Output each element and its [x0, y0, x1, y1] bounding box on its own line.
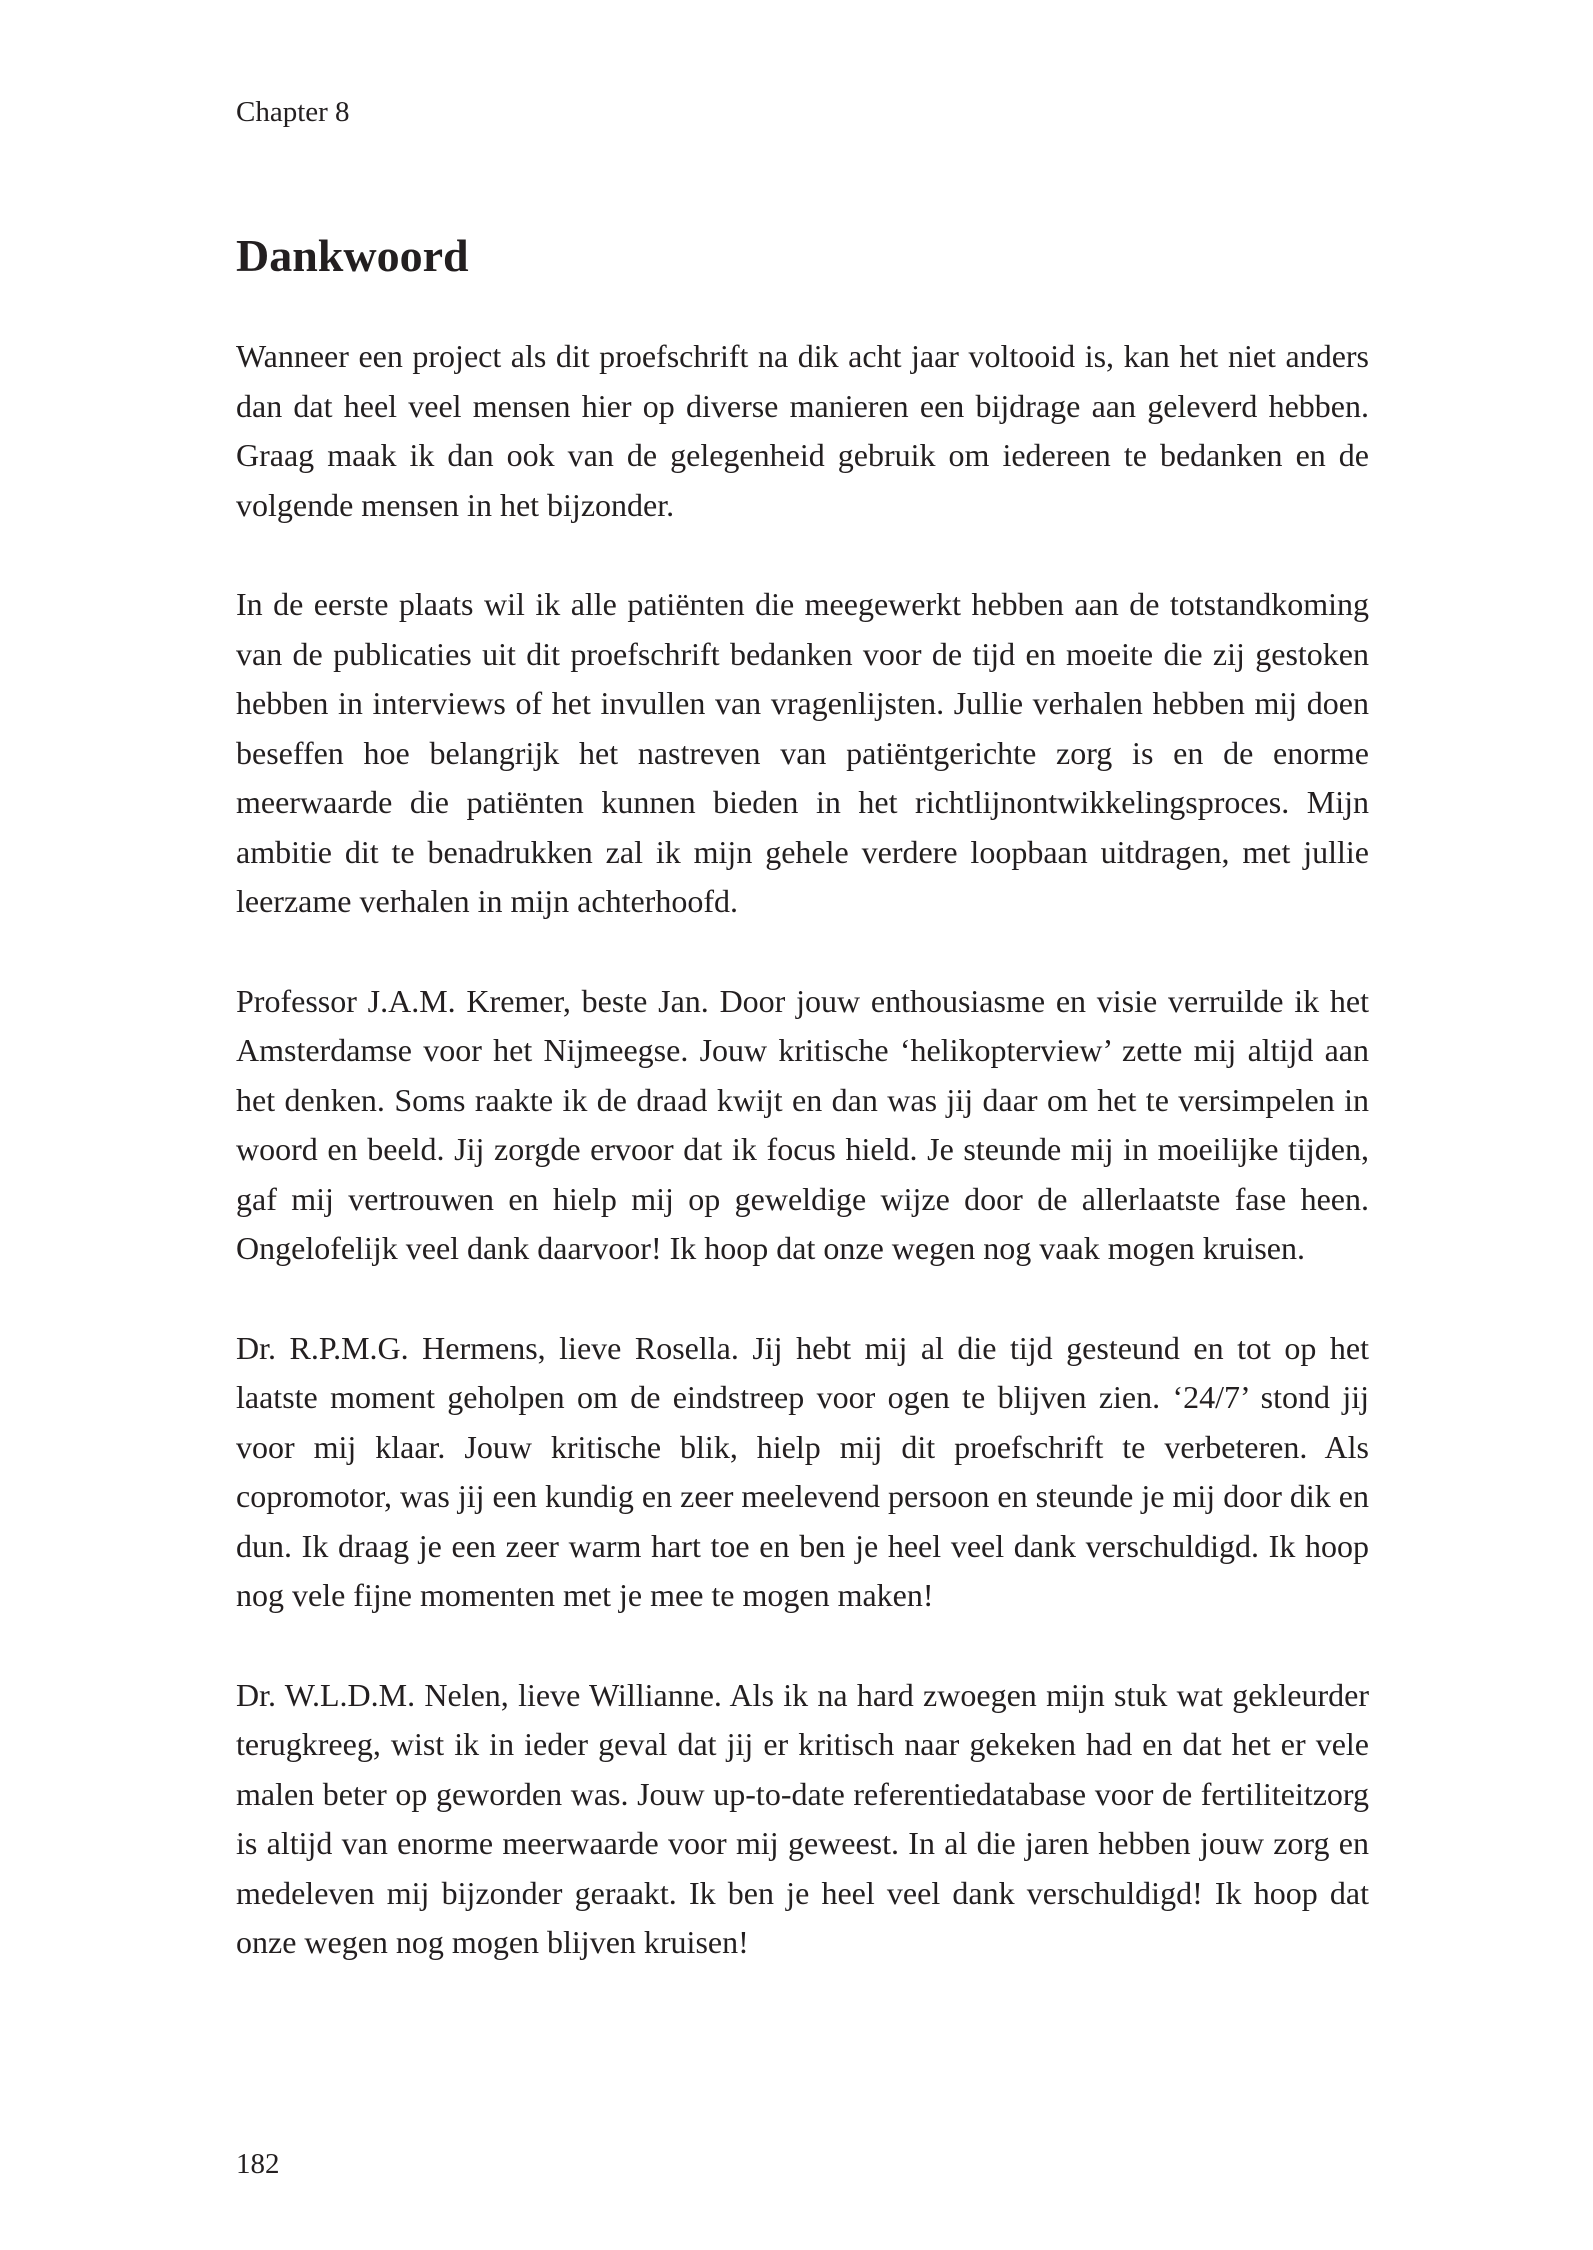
chapter-title: Dankwoord	[236, 230, 469, 281]
paragraph-intro: Wanneer een project als dit proefschrift na dik acht jaar voltooid is, kan het niet anders dan dat heel veel mensen hier op diverse manieren een bijdrage aan geleverd hebben. Graag maak ik dan ook van de gelegenheid gebruik om iedereen te bedanken en de volgende mensen in het bijzonder.	[236, 338, 1369, 523]
paragraph-patients: In de eerste plaats wil ik alle patiënten die meegewerkt hebben aan de totstandkoming van de publicaties uit dit proefschrift bedanken voor de tijd en moeite die zij gestoken hebben in interviews of het invullen van vragenlijsten. Jullie verhalen hebben mij doen beseffen hoe belangrijk het nastreven van patiëntgerichte zorg is en de enorme meerwaarde die patiënten kunnen bieden in het richtlijnontwikkelingsproces. Mijn ambitie dit te benadrukken zal ik mijn gehele verdere loopbaan uitdragen, met jullie leerzame verhalen in mijn achterhoofd.	[236, 586, 1369, 919]
body-text	[236, 332, 1369, 2018]
paragraph-kremer: Professor J.A.M. Kremer, beste Jan. Door jouw enthousiasme en visie verruilde ik het Amsterdamse voor het Nijmeegse. Jouw kritische ‘helikopterview’ zette mij altijd aan het denken. Soms raakte ik de draad kwijt en dan was jij daar om het te versimpelen in woord en beeld. Jij zorgde ervoor dat ik focus hield. Je steunde mij in moeilijke tijden, gaf mij vertrouwen en hielp mij op geweldige wijze door de allerlaatste fase heen. Ongelofelijk veel dank daarvoor! Ik hoop dat onze wegen nog vaak mogen kruisen.	[236, 982, 1369, 1266]
paragraph-hermens: Dr. R.P.M.G. Hermens, lieve Rosella. Jij hebt mij al die tijd gesteund en tot op het laatste moment geholpen om de eindstreep voor ogen te blijven zien. ‘24/7’ stond jij voor mij klaar. Jouw kritische blik, hielp mij dit proefschrift te verbeteren. Als copromotor, was jij een kundig en zeer meelevend persoon en steunde je mij door dik en dun. Ik draag je een zeer warm hart toe en ben je heel veel dank verschuldigd. Ik hoop nog vele fijne momenten met je mee te mogen maken!	[236, 1329, 1369, 1613]
running-header: Chapter 8	[236, 96, 350, 128]
page-number: 182	[236, 2148, 280, 2180]
paragraph-nelen: Dr. W.L.D.M. Nelen, lieve Willianne. Als ik na hard zwoegen mijn stuk wat gekleurder terugkreeg, wist ik in ieder geval dat jij er kritisch naar gekeken had en dat het er vele malen beter op geworden was. Jouw up-to-date referentiedatabase voor de fertiliteitzorg is altijd van enorme meerwaarde voor mij geweest. In al die jaren hebben jouw zorg en medeleven mij bijzonder geraakt. Ik ben je heel veel dank verschuldigd! Ik hoop dat onze wegen nog mogen blijven kruisen!	[236, 1676, 1369, 1960]
